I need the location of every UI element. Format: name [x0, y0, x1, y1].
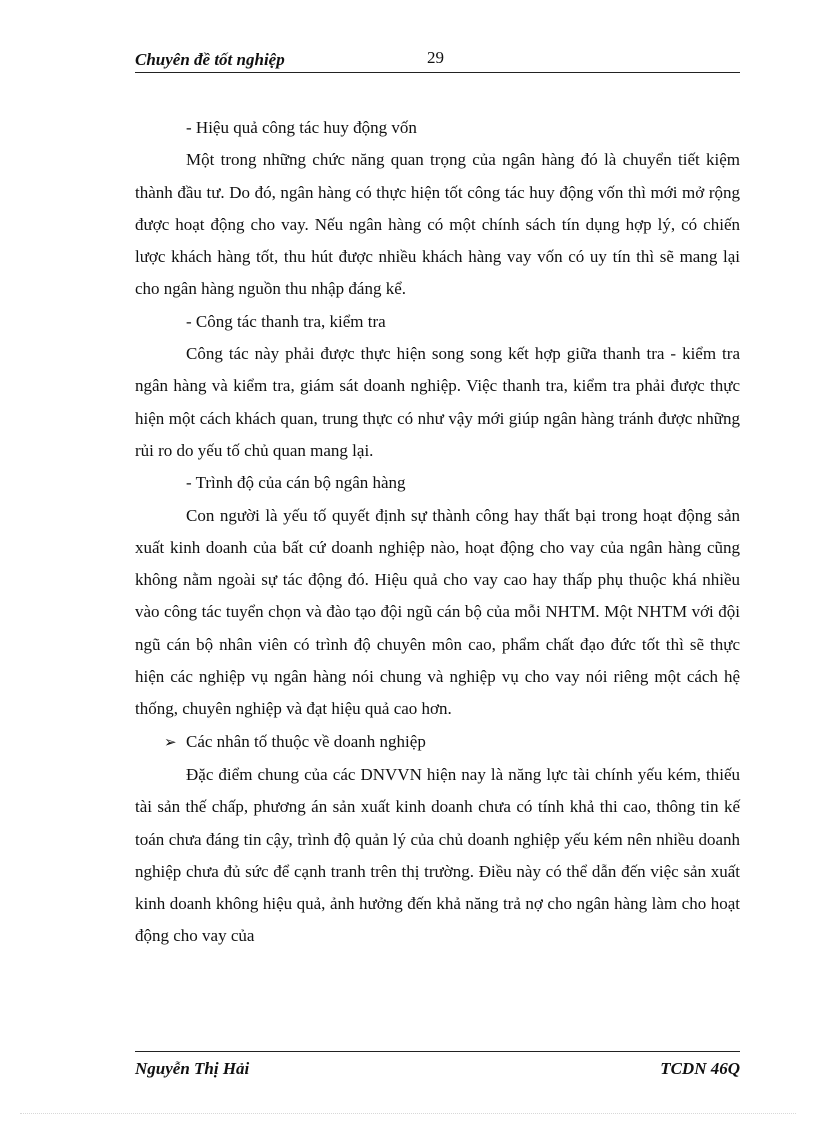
section-heading-capital-mobilization: - Hiệu quả công tác huy động vốn — [186, 118, 417, 137]
document-title: Chuyên đề tốt nghiệp — [135, 50, 285, 69]
paragraph-capital-mobilization: Một trong những chức năng quan trọng của ngân hàng đó là chuyển tiết kiệm thành đầu tư. Do đó, ngân hàng có thực hiện tốt công tác huy động vốn thì mới mở rộng được hoạt động cho vay. Nếu ngân hàng có một chính sách tín dụng hợp lý, có chiến lược khách hàng tốt, thu hút được nhiều khách hàng vay vốn có uy tín thì sẽ mang lại cho ngân hàng nguồn thu nhập đáng kể. — [135, 150, 740, 299]
author-name: Nguyễn Thị Hải — [135, 1059, 250, 1078]
page-footer — [135, 1051, 740, 1080]
document-body — [135, 112, 740, 953]
paragraph-enterprise-factors: Đặc điểm chung của các DNVVN hiện nay là năng lực tài chính yếu kém, thiếu tài sản thế chấp, phương án sản xuất kinh doanh chưa có tính khả thi cao, thông tin kế toán chưa đáng tin cậy, trình độ quản lý của chủ doanh nghiệp yếu kém nên nhiều doanh nghiệp chưa đủ sức để cạnh tranh trên thị trường. Điều này có thể dẫn đến việc sản xuất kinh doanh không hiệu quả, ảnh hưởng đến khả năng trả nợ cho ngân hàng làm cho hoạt động cho vay của — [135, 764, 740, 946]
arrow-bullet-icon: ➢ — [164, 734, 177, 751]
page-header — [135, 48, 740, 73]
bullet-heading-enterprise-factors — [135, 726, 740, 759]
section-heading-staff-qualification: - Trình độ của cán bộ ngân hàng — [186, 473, 406, 493]
bullet-heading-label: Các nhân tố thuộc về doanh nghiệp — [186, 731, 426, 751]
paragraph-staff-qualification: Con người là yếu tố quyết định sự thành công hay thất bại trong hoạt động sản xuất kinh doanh của bất cứ doanh nghiệp nào, hoạt động cho vay của ngân hàng cũng không nằm ngoài sự tác động đó. Hiệu quả cho vay cao hay thấp phụ thuộc khá nhiều vào công tác tuyển chọn và đào tạo đội ngũ cán bộ của mỗi NHTM. Một NHTM với đội ngũ cán bộ nhân viên có trình độ chuyên môn cao, phẩm chất đạo đức tốt thì sẽ thực hiện các nghiệp vụ ngân hàng nói chung và nghiệp vụ cho vay nói riêng một cách hệ thống, chuyên nghiệp và đạt hiệu quả cao hơn. — [135, 505, 740, 719]
page-number: 29 — [427, 48, 444, 67]
page-edge-divider — [20, 1113, 796, 1114]
class-code: TCDN 46Q — [660, 1059, 740, 1078]
paragraph-inspection: Công tác này phải được thực hiện song song kết hợp giữa thanh tra - kiểm tra ngân hàng và kiểm tra, giám sát doanh nghiệp. Việc thanh tra, kiểm tra phải được thực hiện một cách khách quan, trung thực có như vậy mới giúp ngân hàng tránh được những rủi ro do yếu tố chủ quan mang lại. — [135, 344, 740, 460]
section-heading-inspection: - Công tác thanh tra, kiểm tra — [186, 311, 386, 331]
